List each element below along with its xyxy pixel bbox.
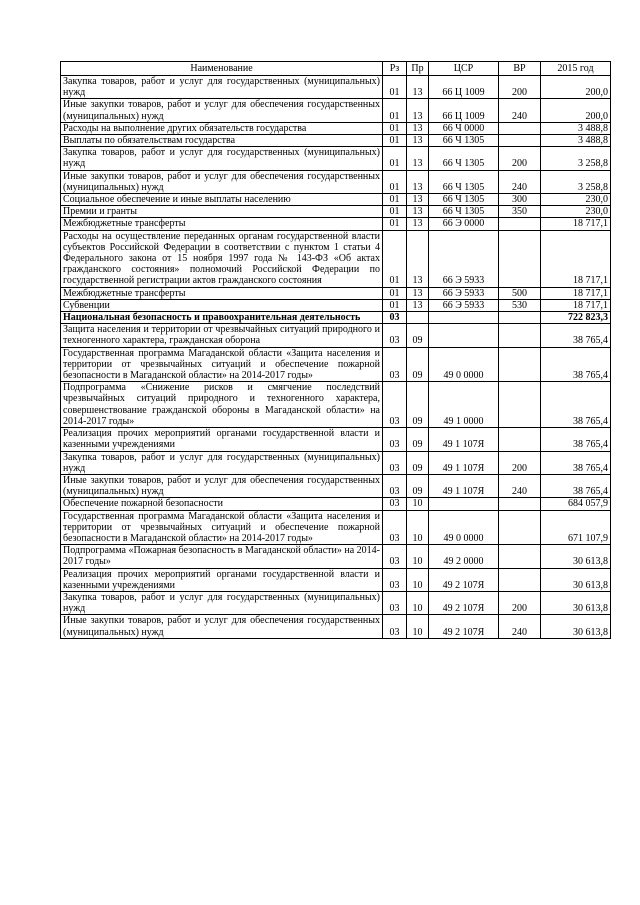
row-rz-cell: 03: [383, 615, 407, 638]
row-name-cell: Расходы на осуществление переданных органам государственной власти субъектов Российской Федерации в соответствии с пунктом 1 статьи 4 Федерального закона от 15 ноября 1997 года № 143-ФЗ «Об актах гражданского состояния» полномочий Российской Федерации по государственной регистрации актов гражданского состояния: [61, 230, 383, 287]
row-amount-cell: 18 717,1: [541, 299, 611, 311]
table-row: [61, 568, 611, 591]
row-name-cell: Национальная безопасность и правоохранительная деятельность: [61, 312, 383, 324]
row-csr-cell: [429, 498, 499, 510]
row-amount-cell: 30 613,8: [541, 568, 611, 591]
row-rz-cell: 01: [383, 230, 407, 287]
table-row: [61, 498, 611, 510]
row-vr-cell: 240: [499, 99, 541, 122]
row-name-cell: Подпрограмма «Пожарная безопасность в Магаданской области» на 2014-2017 годы»: [61, 545, 383, 568]
row-rz-cell: 01: [383, 122, 407, 134]
row-csr-cell: 66 Э 0000: [429, 218, 499, 230]
table-row: [61, 299, 611, 311]
row-pr-cell: 09: [407, 324, 429, 347]
row-amount-cell: 3 258,8: [541, 170, 611, 193]
row-rz-cell: 01: [383, 218, 407, 230]
row-rz-cell: 01: [383, 287, 407, 299]
row-csr-cell: 66 Ч 1305: [429, 135, 499, 147]
row-pr-cell: 13: [407, 135, 429, 147]
row-vr-cell: [499, 568, 541, 591]
row-csr-cell: 49 1 107Я: [429, 451, 499, 474]
row-rz-cell: 03: [383, 312, 407, 324]
table-header-row: [61, 62, 611, 76]
row-rz-cell: 03: [383, 510, 407, 545]
row-amount-cell: 230,0: [541, 194, 611, 206]
row-amount-cell: 18 717,1: [541, 287, 611, 299]
row-vr-cell: [499, 347, 541, 382]
row-pr-cell: 10: [407, 498, 429, 510]
row-vr-cell: [499, 324, 541, 347]
row-name-cell: Межбюджетные трансферты: [61, 218, 383, 230]
row-csr-cell: 66 Ч 1305: [429, 206, 499, 218]
row-rz-cell: 03: [383, 382, 407, 428]
row-pr-cell: 13: [407, 218, 429, 230]
row-amount-cell: 38 765,4: [541, 382, 611, 428]
row-pr-cell: 13: [407, 99, 429, 122]
row-amount-cell: 3 488,8: [541, 135, 611, 147]
row-rz-cell: 01: [383, 76, 407, 99]
row-pr-cell: 10: [407, 591, 429, 614]
row-csr-cell: [429, 324, 499, 347]
row-pr-cell: 13: [407, 170, 429, 193]
row-vr-cell: [499, 510, 541, 545]
row-csr-cell: 49 2 0000: [429, 545, 499, 568]
row-rz-cell: 03: [383, 324, 407, 347]
budget-table: [60, 61, 611, 639]
row-amount-cell: 3 258,8: [541, 147, 611, 170]
row-csr-cell: 66 Ч 1305: [429, 194, 499, 206]
table-row: [61, 428, 611, 451]
row-amount-cell: 30 613,8: [541, 545, 611, 568]
row-vr-cell: 240: [499, 170, 541, 193]
row-pr-cell: 13: [407, 194, 429, 206]
row-name-cell: Иные закупки товаров, работ и услуг для обеспечения государственных (муниципальных) нужд: [61, 474, 383, 497]
row-name-cell: Закупка товаров, работ и услуг для государственных (муниципальных) нужд: [61, 147, 383, 170]
row-amount-cell: 722 823,3: [541, 312, 611, 324]
table-row: [61, 347, 611, 382]
table-row: [61, 122, 611, 134]
row-pr-cell: 10: [407, 545, 429, 568]
row-pr-cell: 10: [407, 568, 429, 591]
row-pr-cell: 13: [407, 230, 429, 287]
row-csr-cell: 66 Э 5933: [429, 299, 499, 311]
table-body: [61, 76, 611, 639]
row-csr-cell: 49 1 107Я: [429, 428, 499, 451]
row-name-cell: Закупка товаров, работ и услуг для государственных (муниципальных) нужд: [61, 591, 383, 614]
header-vr: ВР: [499, 62, 541, 76]
row-csr-cell: 66 Ц 1009: [429, 76, 499, 99]
table-row: [61, 147, 611, 170]
row-csr-cell: [429, 312, 499, 324]
row-pr-cell: 10: [407, 510, 429, 545]
row-vr-cell: [499, 545, 541, 568]
table-row: [61, 287, 611, 299]
row-amount-cell: 18 717,1: [541, 230, 611, 287]
row-vr-cell: 500: [499, 287, 541, 299]
row-name-cell: Иные закупки товаров, работ и услуг для обеспечения государственных (муниципальных) нужд: [61, 99, 383, 122]
row-vr-cell: [499, 498, 541, 510]
table-row: [61, 591, 611, 614]
row-rz-cell: 03: [383, 591, 407, 614]
table-row: [61, 206, 611, 218]
row-vr-cell: 240: [499, 615, 541, 638]
row-name-cell: Межбюджетные трансферты: [61, 287, 383, 299]
row-vr-cell: 240: [499, 474, 541, 497]
row-rz-cell: 03: [383, 428, 407, 451]
row-vr-cell: 200: [499, 147, 541, 170]
header-name: Наименование: [61, 62, 383, 76]
row-amount-cell: 38 765,4: [541, 324, 611, 347]
row-rz-cell: 01: [383, 170, 407, 193]
row-name-cell: Субвенции: [61, 299, 383, 311]
row-vr-cell: 200: [499, 591, 541, 614]
table-row: [61, 510, 611, 545]
header-csr: ЦСР: [429, 62, 499, 76]
row-rz-cell: 01: [383, 206, 407, 218]
row-vr-cell: 530: [499, 299, 541, 311]
row-name-cell: Защита населения и территории от чрезвычайных ситуаций природного и техногенного характера, гражданская оборона: [61, 324, 383, 347]
row-pr-cell: 13: [407, 76, 429, 99]
row-name-cell: Иные закупки товаров, работ и услуг для обеспечения государственных (муниципальных) нужд: [61, 170, 383, 193]
row-name-cell: Подпрограмма «Снижение рисков и смягчение последствий чрезвычайных ситуаций природного и техногенного характера, совершенствование гражданской обороны в Магаданской области» на 2014-2017 годы»: [61, 382, 383, 428]
row-pr-cell: [407, 312, 429, 324]
row-name-cell: Выплаты по обязательствам государства: [61, 135, 383, 147]
table-row: [61, 99, 611, 122]
table-row: [61, 474, 611, 497]
row-rz-cell: 03: [383, 347, 407, 382]
table-row: [61, 451, 611, 474]
row-pr-cell: 09: [407, 347, 429, 382]
row-amount-cell: 38 765,4: [541, 451, 611, 474]
row-vr-cell: [499, 230, 541, 287]
row-rz-cell: 01: [383, 99, 407, 122]
row-name-cell: Закупка товаров, работ и услуг для государственных (муниципальных) нужд: [61, 76, 383, 99]
row-name-cell: Реализация прочих мероприятий органами государственной власти и казенными учреждениями: [61, 568, 383, 591]
row-vr-cell: [499, 312, 541, 324]
row-csr-cell: 49 2 107Я: [429, 568, 499, 591]
row-name-cell: Закупка товаров, работ и услуг для государственных (муниципальных) нужд: [61, 451, 383, 474]
row-vr-cell: [499, 135, 541, 147]
table-row: [61, 545, 611, 568]
row-csr-cell: 66 Ч 0000: [429, 122, 499, 134]
row-csr-cell: 49 1 0000: [429, 382, 499, 428]
row-vr-cell: [499, 428, 541, 451]
row-vr-cell: 200: [499, 451, 541, 474]
row-rz-cell: 03: [383, 545, 407, 568]
row-amount-cell: 200,0: [541, 76, 611, 99]
row-rz-cell: 01: [383, 299, 407, 311]
row-rz-cell: 03: [383, 474, 407, 497]
table-row: [61, 218, 611, 230]
row-csr-cell: 49 2 107Я: [429, 591, 499, 614]
row-csr-cell: 66 Ч 1305: [429, 170, 499, 193]
row-csr-cell: 49 0 0000: [429, 510, 499, 545]
table-row: [61, 324, 611, 347]
row-pr-cell: 09: [407, 382, 429, 428]
header-year: 2015 год: [541, 62, 611, 76]
row-rz-cell: 03: [383, 451, 407, 474]
row-pr-cell: 13: [407, 206, 429, 218]
table-row: [61, 194, 611, 206]
row-name-cell: Премии и гранты: [61, 206, 383, 218]
row-rz-cell: 01: [383, 147, 407, 170]
row-amount-cell: 38 765,4: [541, 474, 611, 497]
row-name-cell: Социальное обеспечение и иные выплаты населению: [61, 194, 383, 206]
row-csr-cell: 66 Ц 1009: [429, 99, 499, 122]
row-amount-cell: 38 765,4: [541, 347, 611, 382]
row-pr-cell: 09: [407, 428, 429, 451]
table-row: [61, 135, 611, 147]
row-pr-cell: 09: [407, 474, 429, 497]
row-csr-cell: 49 1 107Я: [429, 474, 499, 497]
row-amount-cell: 200,0: [541, 99, 611, 122]
row-name-cell: Государственная программа Магаданской области «Защита населения и территории от чрезвычайных ситуаций и обеспечение пожарной безопасности в Магаданской области» на 2014-2017 годы»: [61, 510, 383, 545]
row-amount-cell: 684 057,9: [541, 498, 611, 510]
row-name-cell: Иные закупки товаров, работ и услуг для обеспечения государственных (муниципальных) нужд: [61, 615, 383, 638]
row-name-cell: Обеспечение пожарной безопасности: [61, 498, 383, 510]
row-csr-cell: 66 Э 5933: [429, 230, 499, 287]
row-vr-cell: [499, 122, 541, 134]
document-page: [60, 61, 611, 639]
row-name-cell: Реализация прочих мероприятий органами государственной власти и казенными учреждениями: [61, 428, 383, 451]
row-amount-cell: 30 613,8: [541, 591, 611, 614]
row-vr-cell: 300: [499, 194, 541, 206]
row-vr-cell: [499, 218, 541, 230]
row-rz-cell: 03: [383, 498, 407, 510]
row-rz-cell: 01: [383, 135, 407, 147]
row-name-cell: Расходы на выполнение других обязательств государства: [61, 122, 383, 134]
row-rz-cell: 03: [383, 568, 407, 591]
row-csr-cell: 66 Э 5933: [429, 287, 499, 299]
row-amount-cell: 3 488,8: [541, 122, 611, 134]
row-amount-cell: 230,0: [541, 206, 611, 218]
row-pr-cell: 13: [407, 299, 429, 311]
row-pr-cell: 13: [407, 287, 429, 299]
table-row: [61, 382, 611, 428]
row-pr-cell: 13: [407, 122, 429, 134]
table-row: [61, 615, 611, 638]
row-vr-cell: [499, 382, 541, 428]
row-csr-cell: 49 0 0000: [429, 347, 499, 382]
row-csr-cell: 66 Ч 1305: [429, 147, 499, 170]
row-amount-cell: 30 613,8: [541, 615, 611, 638]
header-rz: Рз: [383, 62, 407, 76]
row-pr-cell: 09: [407, 451, 429, 474]
table-row: [61, 230, 611, 287]
row-vr-cell: 350: [499, 206, 541, 218]
table-row: [61, 76, 611, 99]
row-pr-cell: 13: [407, 147, 429, 170]
header-pr: Пр: [407, 62, 429, 76]
row-amount-cell: 18 717,1: [541, 218, 611, 230]
row-amount-cell: 38 765,4: [541, 428, 611, 451]
table-row: [61, 312, 611, 324]
table-row: [61, 170, 611, 193]
row-name-cell: Государственная программа Магаданской области «Защита населения и территории от чрезвычайных ситуаций и обеспечение пожарной безопасности в Магаданской области» на 2014-2017 годы»: [61, 347, 383, 382]
row-csr-cell: 49 2 107Я: [429, 615, 499, 638]
row-amount-cell: 671 107,9: [541, 510, 611, 545]
row-vr-cell: 200: [499, 76, 541, 99]
row-pr-cell: 10: [407, 615, 429, 638]
row-rz-cell: 01: [383, 194, 407, 206]
